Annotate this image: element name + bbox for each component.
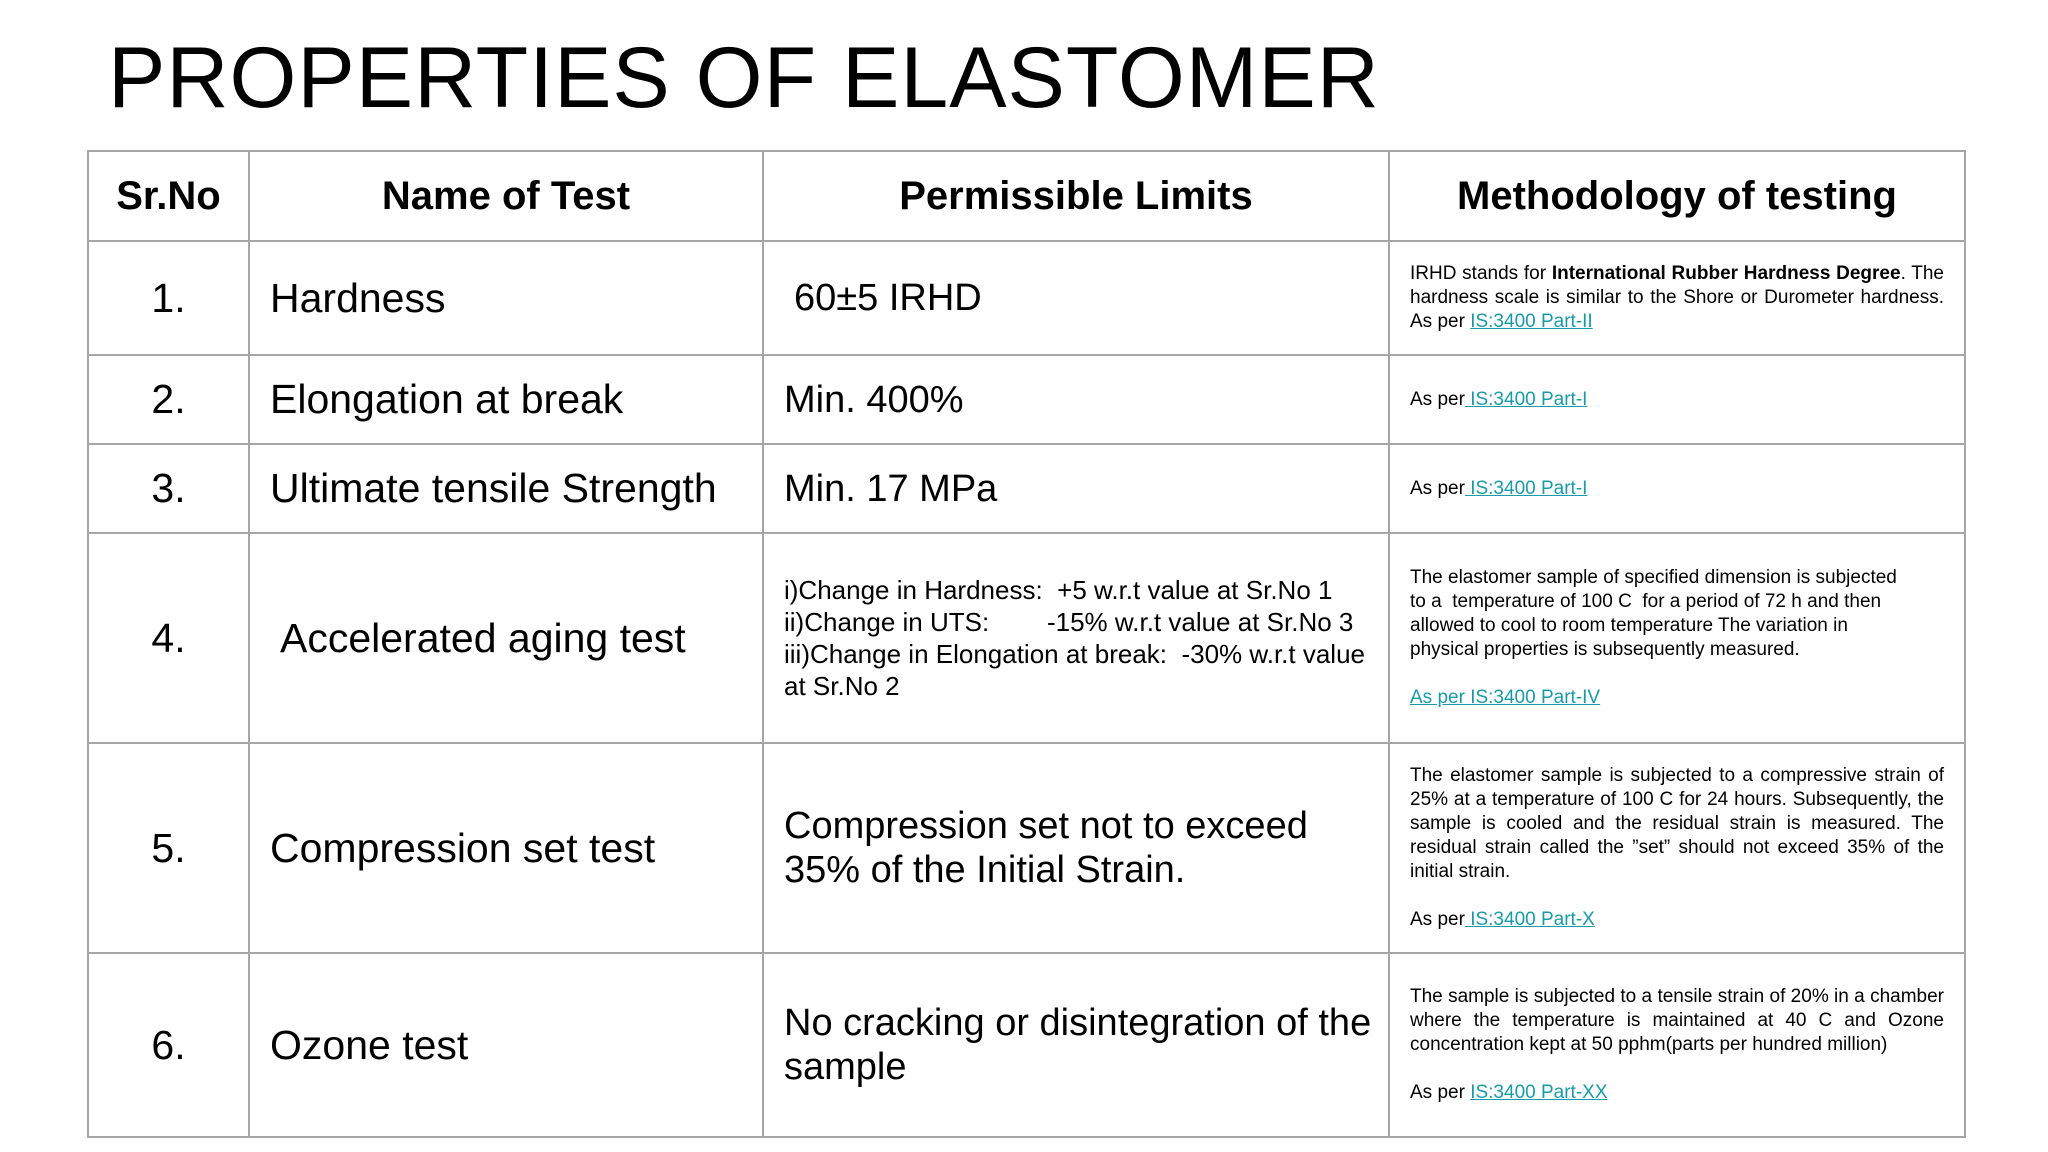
method-text: . The hardness scale is similar to the Shore or Durometer hardness. As per: [1410, 263, 1944, 332]
method-line: to a temperature of 100 C for a period of 72 h and then: [1410, 591, 1882, 612]
spacer: [1410, 1057, 1944, 1081]
cell-test-name: Compression set test: [249, 743, 763, 953]
method-line: The elastomer sample of specified dimension is subjected: [1410, 567, 1897, 588]
table-row: [88, 241, 1965, 355]
cell-test-name: Ozone test: [249, 953, 763, 1137]
cell-sr-no: 6.: [88, 953, 249, 1137]
standard-reference-link[interactable]: IS:3400 Part-X: [1464, 909, 1595, 930]
table-header-row: [88, 151, 1965, 241]
header-methodology: Methodology of testing: [1389, 151, 1965, 241]
cell-sr-no: 2.: [88, 355, 249, 444]
limit-line: iii)Change in Elongation at break: -30% w.r.t value: [784, 639, 1366, 669]
table-row: [88, 953, 1965, 1137]
standard-reference-link[interactable]: IS:3400 Part-I: [1464, 388, 1588, 410]
cell-methodology: [1389, 953, 1965, 1137]
cell-limit: 60±5 IRHD: [763, 241, 1389, 355]
standard-reference-link[interactable]: IS:3400 Part-II: [1470, 311, 1593, 332]
standard-reference-link[interactable]: IS:3400 Part-XX: [1470, 1082, 1608, 1103]
table-row: [88, 533, 1965, 743]
spacer: [1410, 662, 1944, 686]
method-text: IRHD stands for: [1410, 263, 1552, 284]
method-text: The sample is subjected to a tensile strain of 20% in a chamber where the temperature is maintained at 40 C and Ozone concentration kept at 50 pphm(parts per hundred million): [1410, 986, 1944, 1055]
method-text: As per: [1410, 477, 1465, 499]
table-row: [88, 355, 1965, 444]
table-row: [88, 444, 1965, 533]
cell-sr-no: 4.: [88, 533, 249, 743]
method-text: As per: [1410, 1082, 1471, 1103]
cell-methodology: [1389, 533, 1965, 743]
cell-limit: No cracking or disintegration of the sample: [763, 953, 1389, 1137]
method-text: The elastomer sample is subjected to a compressive strain of 25% at a temperature of 100 C for 24 hours. Subsequently, the sample is cooled and the residual strain is measured. The residual strain called the ”set” should not exceed 35% of the initial strain.: [1410, 765, 1944, 882]
method-text: As per: [1410, 909, 1465, 930]
table-row: [88, 743, 1965, 953]
header-permissible-limits: Permissible Limits: [763, 151, 1389, 241]
limit-line: at Sr.No 2: [784, 671, 900, 701]
standard-reference-link[interactable]: As per IS:3400 Part-IV: [1410, 687, 1601, 708]
cell-methodology: [1389, 444, 1965, 533]
cell-limit: [763, 533, 1389, 743]
cell-test-name: Accelerated aging test: [249, 533, 763, 743]
spacer: [1410, 884, 1944, 908]
method-line: physical properties is subsequently measured.: [1410, 639, 1800, 660]
method-text: As per: [1410, 388, 1465, 410]
method-line: allowed to cool to room temperature The variation in: [1410, 615, 1848, 636]
cell-sr-no: 3.: [88, 444, 249, 533]
method-bold-text: International Rubber Hardness Degree: [1551, 263, 1901, 284]
properties-table: [87, 150, 1966, 1138]
cell-limit: Compression set not to exceed 35% of the Initial Strain.: [763, 743, 1389, 953]
cell-test-name: Elongation at break: [249, 355, 763, 444]
standard-reference-link[interactable]: IS:3400 Part-I: [1464, 477, 1588, 499]
cell-sr-no: 5.: [88, 743, 249, 953]
cell-test-name: Hardness: [249, 241, 763, 355]
cell-test-name: Ultimate tensile Strength: [249, 444, 763, 533]
limit-line: ii)Change in UTS: -15% w.r.t value at Sr.No 3: [784, 607, 1354, 637]
cell-sr-no: 1.: [88, 241, 249, 355]
header-sr-no: Sr.No: [88, 151, 249, 241]
cell-limit: Min. 400%: [763, 355, 1389, 444]
header-name-of-test: Name of Test: [249, 151, 763, 241]
cell-methodology: [1389, 743, 1965, 953]
page-title: PROPERTIES OF ELASTOMER: [108, 30, 1380, 126]
cell-methodology: [1389, 241, 1965, 355]
limit-line: i)Change in Hardness: +5 w.r.t value at Sr.No 1: [784, 575, 1333, 605]
cell-methodology: [1389, 355, 1965, 444]
cell-limit: Min. 17 MPa: [763, 444, 1389, 533]
